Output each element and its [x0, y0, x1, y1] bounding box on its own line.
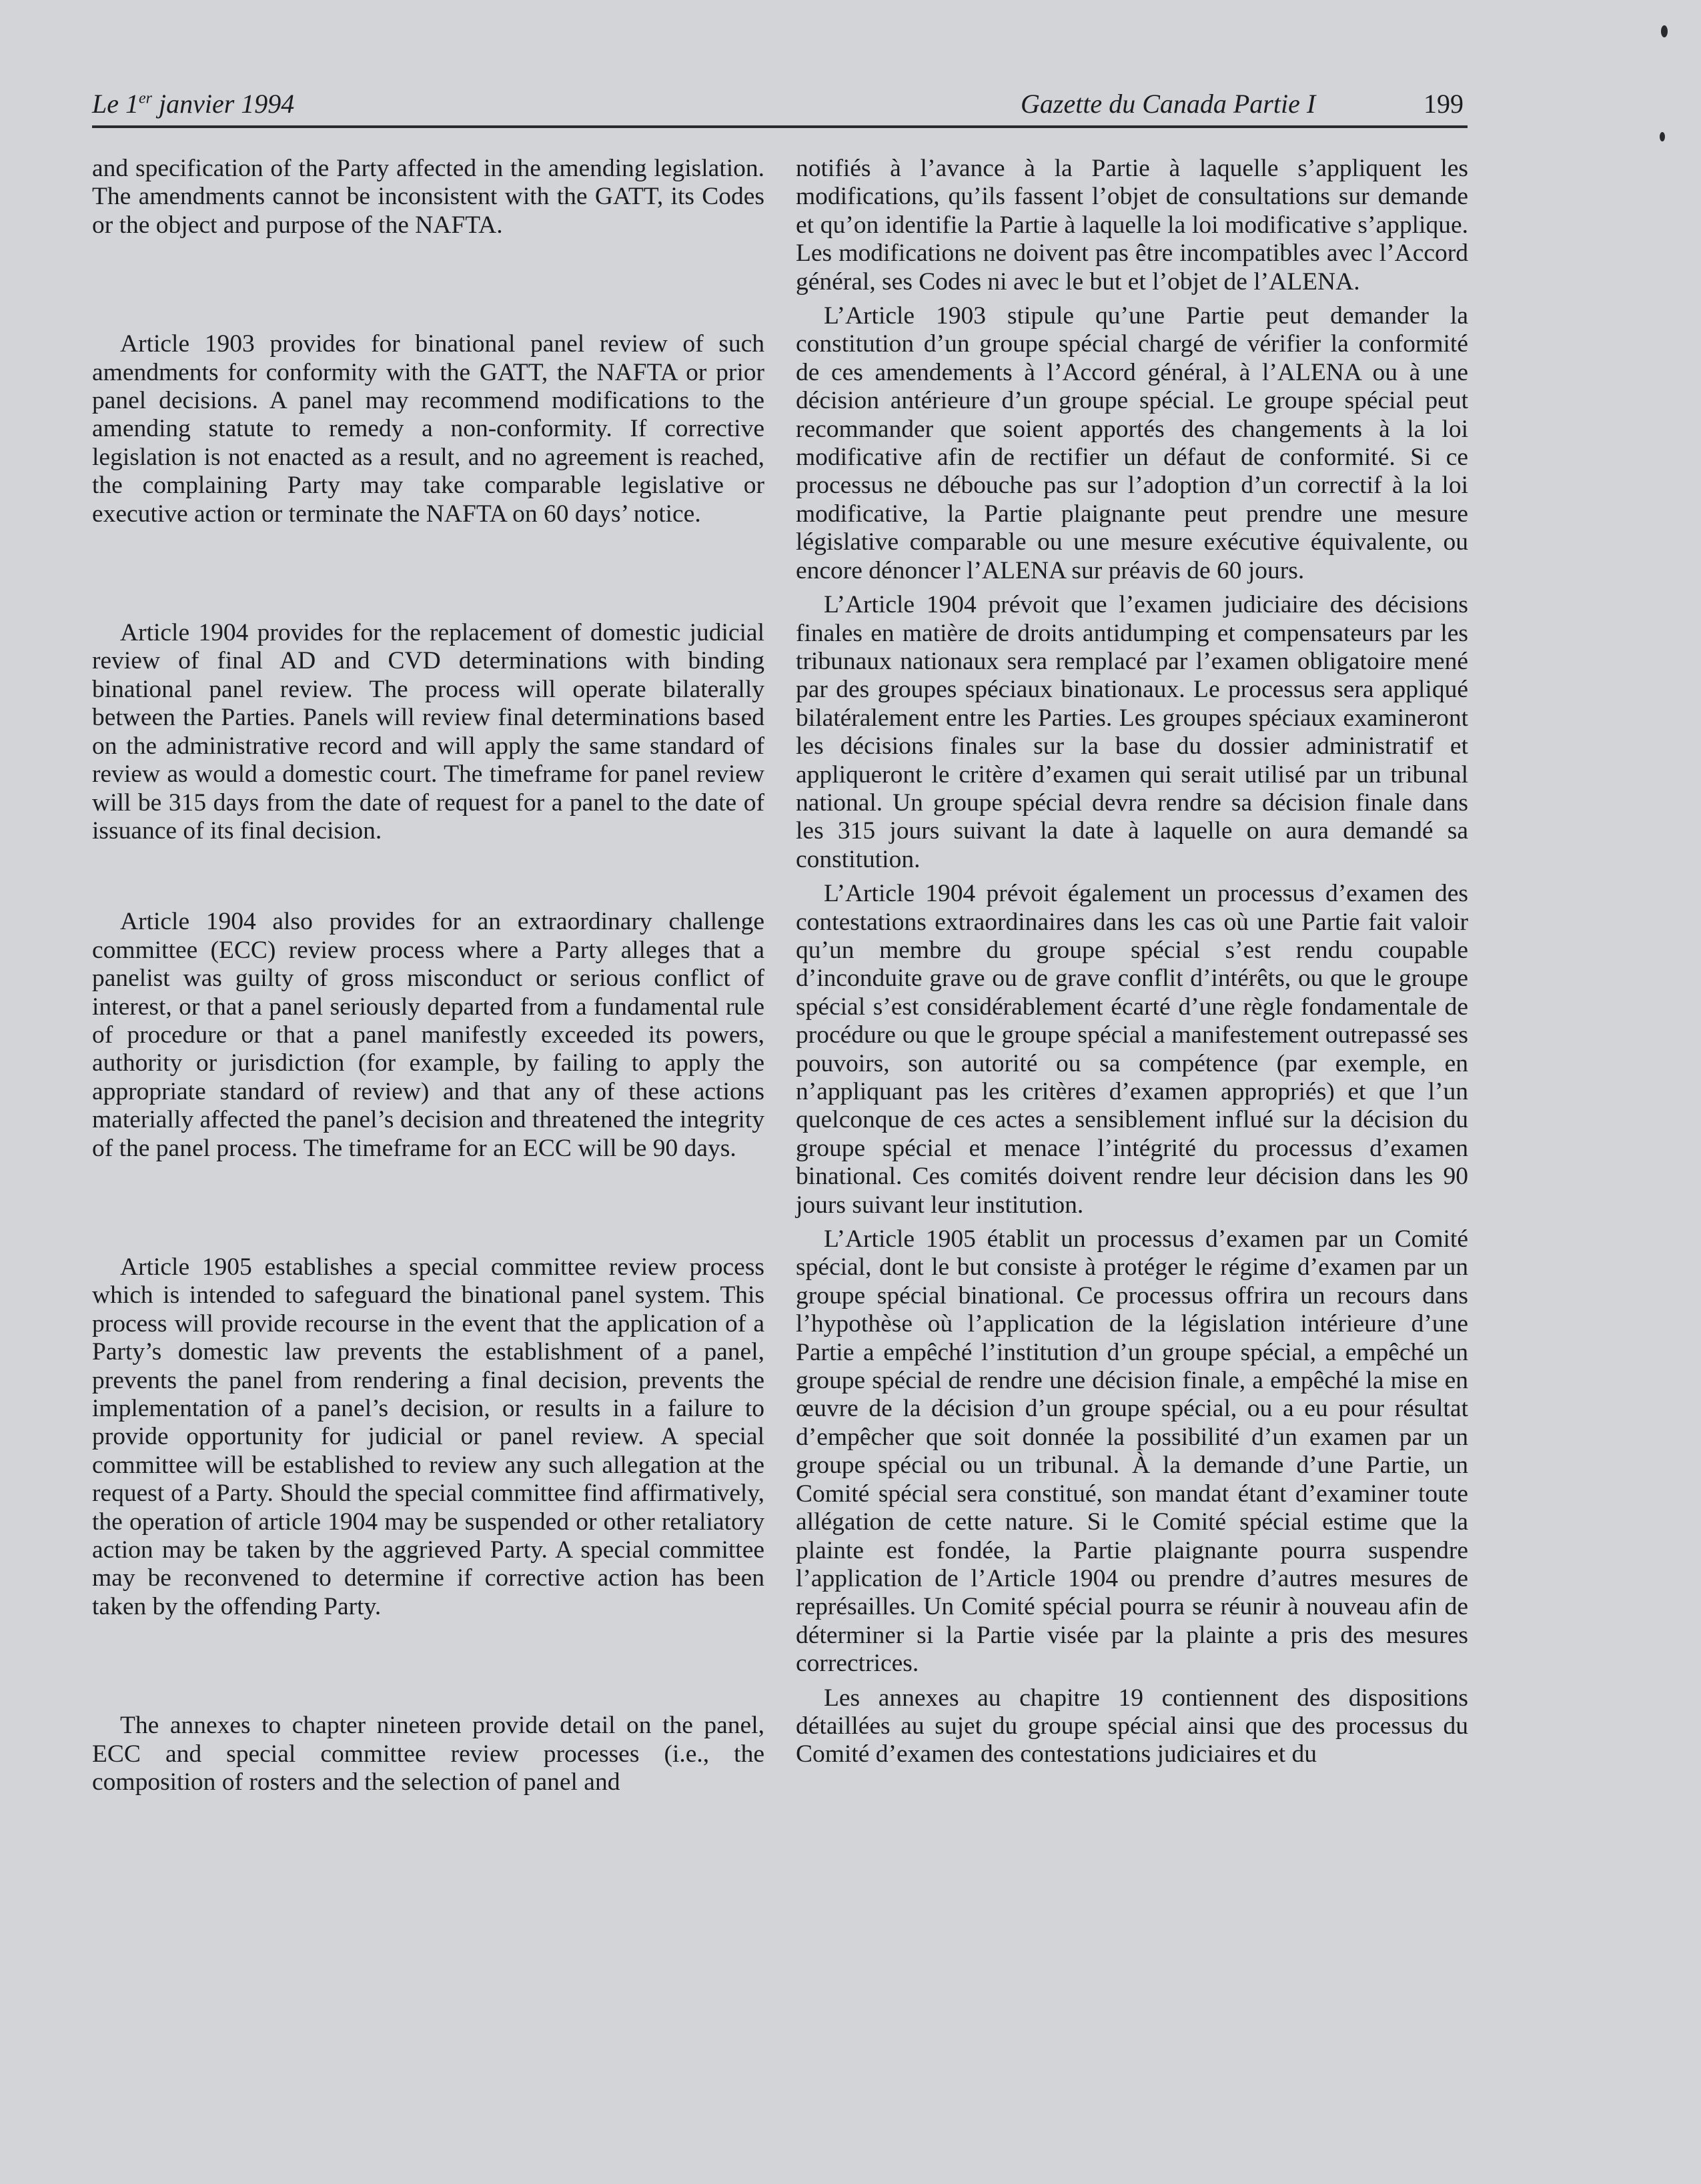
paragraph-fr-article-1903: L’Article 1903 stipule qu’une Partie peut demander la constitution d’un groupe spécial chargé de vérifier la conformité de ces amendements à l’Accord général, à l’ALENA ou à une décision antérieure d’un groupe spécial. Le groupe spécial peut recommander que soient apportés des changements à la loi modificative afin de rectifier un défaut de conformité. Si ce processus ne débouche pas sur l’adoption d’un correctif à la loi modificative, la Partie plaignante peut prendre une mesure législative comparable ou une mesure exécutive équivalente, ou encore dénoncer l’ALENA sur préavis de 60 jours. [796, 302, 1468, 584]
paragraph-fr-article-1904-ecc: L’Article 1904 prévoit également un processus d’examen des contestations extraordinaires dans les cas où une Partie fait valoir qu’un membre du groupe spécial s’est rendu coupable d’inconduite grave ou de grave conflit d’intérêts, ou que le groupe spécial s’est considérablement écarté d’une règle fondamentale de procédure ou que le groupe spécial a manifestement outrepassé ses pouvoirs, son autorité ou sa compétence (par exemple, en n’appliquant pas les critères d’examen appropriés) et que l’un quelconque de ces actes a sensiblement influé sur la décision du groupe spécial et menace l’intégrité du processus d’examen binational. Ces comités doivent rendre leur décision dans les 90 jours suivant leur institution. [796, 880, 1468, 1219]
paragraph-fr-article-1904: L’Article 1904 prévoit que l’examen judiciaire des décisions finales en matière de droits antidumping et compensateurs par les tribunaux nationaux sera remplacé par l’examen obligatoire mené par des groupes spéciaux binationaux. Le processus sera appliqué bilatéralement entre les Parties. Les groupes spéciaux examineront les décisions finales sur la base du dossier administratif et appliqueront le critère d’examen qui serait utilisé par un tribunal national. Un groupe spécial devra rendre sa décision finale dans les 315 jours suivant la date à laquelle on aura demandé sa constitution. [796, 591, 1468, 873]
paragraph-en-article-1904: Article 1904 provides for the replacement of domestic judicial review of final AD and CVD determinations with binding binational panel review. The process will operate bilaterally between the Parties. Panels will review final determinations based on the administrative record and will apply the same standard of review as would a domestic court. The timeframe for panel review will be 315 days from the date of request for a panel to the date of issuance of its final decision. [92, 619, 764, 845]
english-column [92, 155, 764, 1796]
page-header [92, 85, 1468, 128]
publication-title: Gazette du Canada Partie I [1021, 89, 1316, 119]
french-column [796, 155, 1468, 1769]
paragraph-en-annexes: The annexes to chapter nineteen provide detail on the panel, ECC and special committee review processes (i.e., the composition of rosters and the selection of panel and [92, 1712, 764, 1796]
scan-speck-margin [1660, 132, 1665, 141]
scan-speck-top [1661, 25, 1668, 37]
page-number: 199 [1424, 89, 1464, 119]
header-date: Le 1er janvier 1994 [92, 89, 295, 119]
paragraph-en-article-1904-ecc: Article 1904 also provides for an extraordinary challenge committee (ECC) review process where a Party alleges that a panelist was guilty of gross misconduct or serious conflict of interest, or that a panel seriously departed from a fundamental rule of procedure or that a panel manifestly exceeded its powers, authority or jurisdiction (for example, by failing to apply the appropriate standard of review) and that any of these actions materially affected the panel’s decision and threatened the integrity of the panel process. The timeframe for an ECC will be 90 days. [92, 908, 764, 1162]
paragraph-fr-annexes: Les annexes au chapitre 19 contiennent des dispositions détaillées au sujet du groupe spécial ainsi que des processus du Comité d’examen des contestations judiciaires et du [796, 1684, 1468, 1768]
paragraph-en-article-1905: Article 1905 establishes a special committee review process which is intended to safeguard the binational panel system. This process will provide recourse in the event that the application of a Party’s domestic law prevents the establishment of a panel, prevents the panel from rendering a final decision, prevents the implementation of a panel’s decision, or results in a failure to provide opportunity for judicial or panel review. A special committee will be established to review any such allegation at the request of a Party. Should the special committee find affirmatively, the operation of article 1904 may be suspended or other retaliatory action may be taken by the aggrieved Party. A special committee may be reconvened to determine if corrective action has been taken by the offending Party. [92, 1253, 764, 1620]
paragraph-fr-continuation: notifiés à l’avance à la Partie à laquelle s’appliquent les modifications, qu’ils fassent l’objet de consultations sur demande et qu’on identifie la Partie à laquelle la loi modificative s’applique. Les modifications ne doivent pas être incompatibles avec l’Accord général, ses Codes ni avec le but et l’objet de l’ALENA. [796, 155, 1468, 296]
paragraph-fr-article-1905: L’Article 1905 établit un processus d’examen par un Comité spécial, dont le but consiste à protéger le régime d’examen par un groupe spécial binational. Ce processus offrira un recours dans l’hypothèse où l’application de la législation intérieure d’une Partie a empêché l’institution d’un groupe spécial, a empêché un groupe spécial de rendre une décision finale, a empêché la mise en œuvre de la décision d’un groupe spécial, ou a eu pour résultat d’empêcher que soit donnée la possibilité d’un examen par un groupe spécial ou un tribunal. À la demande d’une Partie, un Comité spécial sera constitué, son mandat étant d’examiner toute allégation de cette nature. Si le Comité spécial estime que la plainte est fondée, la Partie plaignante pourra suspendre l’application de l’Article 1904 ou prendre d’autres mesures de représailles. Un Comité spécial pourra se réunir à nouveau afin de déterminer si la Partie visée par la plainte a pris des mesures correctrices. [796, 1225, 1468, 1678]
paragraph-en-article-1903: Article 1903 provides for binational panel review of such amendments for conformity with the GATT, the NAFTA or prior panel decisions. A panel may recommend modifications to the amending statute to remedy a non-conformity. If corrective legislation is not enacted as a result, and no agreement is reached, the complaining Party may take comparable legislative or executive action or terminate the NAFTA on 60 days’ notice. [92, 330, 764, 528]
paragraph-en-continuation: and specification of the Party affected in the amending legislation. The amendments cannot be inconsistent with the GATT, its Codes or the object and purpose of the NAFTA. [92, 155, 764, 239]
